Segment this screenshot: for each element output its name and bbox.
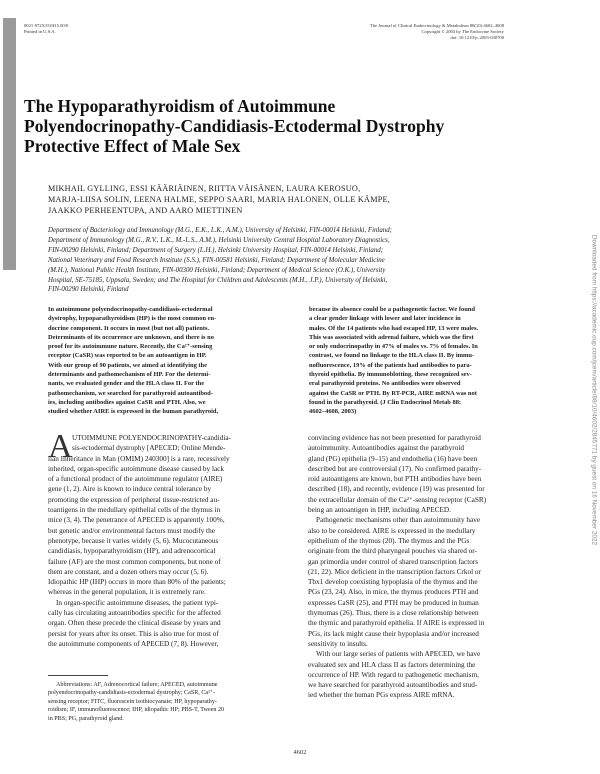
affiliation-line: Hospital, SE-75185, Uppsala, Sweden; and The Hospital for Children and Adolescents (M.H., J.P.), University of Helsinki, (48, 276, 388, 284)
body-right-column (308, 433, 558, 701)
body-line: also to be considered. AIRE is expressed in the medullary (308, 526, 476, 535)
download-watermark: Downloaded from https://academic.oup.com/jcem/article/88/10/4602/2845771 by guest on 16 November 2022 (590, 234, 598, 546)
body-line: toantigens in the medullary epithelial cells of the thymus in (48, 506, 221, 515)
footnote-line: in PBS; PG, parathyroid gland. (48, 715, 124, 722)
body-line: sensitivity to insults. (308, 639, 368, 648)
abstract-line: found in the parathyroid. (J Clin Endocrinol Metab 88: (309, 398, 462, 406)
body-line: autoimmunity. Autoantibodies against the parathyroid (308, 444, 464, 453)
body-line: convincing evidence has not been presented for parathyroid (308, 434, 481, 442)
abstract-line: ies, including antibodies against CaSR and PTH. Also, we (48, 398, 206, 406)
abstract-line: In autoimmune polyendocrinopathy-candidiasis-ectodermal (48, 306, 213, 313)
margin-tab-bar (3, 18, 16, 270)
drop-cap: A (48, 428, 73, 465)
body-line: gan primordia under control of shared transcription factors (308, 557, 479, 566)
body-line: cally has circulating autoantibodies specific for the affected (48, 609, 221, 618)
affiliations (48, 226, 560, 295)
body-line: persist for years after its onset. This is also true for most of (48, 629, 219, 638)
footnote (48, 681, 298, 723)
body-line: sis-ectodermal dystrophy [APECED; Online Mende- (72, 444, 226, 453)
body-line: occurrence of HP. With regard to pathogenetic mechanism, (308, 670, 479, 679)
author-line: MARJA-LIISA SOLIN, LEENA HALME, SEPPO SAARI, MARIA HALONEN, OLLE KÄMPE, (48, 195, 391, 204)
abstract-line: nofluorescence, 19% of the patients had antibodies to para- (309, 361, 472, 369)
body-line: mice (3, 4). The penetrance of APECED is apparently 100%, (48, 516, 225, 525)
body-line: originate from the third pharyngeal pouches via shared or- (308, 547, 477, 556)
doi-line: doi: 10.1210/jc.2003-030700 (450, 35, 504, 40)
abstract-line: Determinants of its occurrence are unknown, and there is no (48, 333, 214, 341)
body-line: promoting the expression of peripheral tissue-restricted au- (48, 495, 220, 504)
body-line: With our large series of patients with APECED, we have (316, 650, 481, 659)
issn-line: 0021-972X/03/$15.00/0 (24, 23, 69, 28)
body-line: Idiopathic HP (IHP) occurs in more than 80% of the patients; (48, 578, 226, 587)
body-line: ied whether the human PGs express AIRE mRNA. (308, 691, 455, 700)
body-line: but genetic and/or environmental factors must modify the (48, 526, 215, 535)
body-line: PGs, its lack might cause their hypoplasia and/or increased (308, 629, 479, 638)
body-line: inherited, organ-specific autoimmune disease caused by lack (48, 464, 225, 473)
body-line: expresses CaSR (25), and PTH may be produced in human (308, 598, 479, 607)
abstract-line: a clear gender linkage with lower and later incidence in (309, 315, 461, 323)
body-line: lian Inheritance in Man (OMIM) 240300] is a rare, recessively (48, 454, 230, 463)
title-line: The Hypoparathyroidism of Autoimmune (24, 96, 336, 116)
body-left-column (48, 428, 298, 649)
title-line: Protective Effect of Male Sex (24, 136, 241, 156)
abstract-right-column (309, 305, 553, 417)
abstract-line: or only endocrinopathy in 47% of males vs. 7% of females. In (309, 343, 478, 351)
body-line: epithelium of the thymus (20). The thymus and the PGs (308, 536, 470, 545)
body-line: roid autoantigens are known, but PTH antibodies have been (308, 475, 482, 484)
abstract-line: With our group of 90 patients, we aimed at identifying the (48, 361, 207, 369)
printed-line: Printed in U.S.A. (24, 29, 56, 34)
article-title (24, 96, 524, 156)
abstract-line: nants, we evaluated gender and the HLA class II. For the (48, 380, 205, 388)
body-line: we have searched for parathyroid autoantibodies and stud- (308, 681, 478, 690)
body-line: being an autoantigen in IHP, including APECED. (308, 506, 451, 515)
footnote-line: sensing receptor; FITC, fluorescein isothiocyanate; HP, hypoparathy- (48, 698, 217, 705)
body-line: gene (1, 2). Aire is known to induce central tolerance by (48, 485, 212, 494)
title-line: Polyendocrinopathy-Candidiasis-Ectodermal Dystrophy (24, 116, 445, 136)
journal-header (370, 23, 504, 41)
author-list (48, 183, 390, 216)
author-line: MIKHAIL GYLLING, ESSI KÄÄRIÄINEN, RIITTA VÄISÄNEN, LAURA KEROSUO, (48, 184, 361, 193)
footnote-line: polyendocrinopathy-candidiasis-ectodermal dystrophy; CaSR, Ca²⁺- (48, 690, 216, 697)
footnote-line: roidism; IF, immunofluorescence; IHP, idiopathic HP; PBS-T, Tween 20 (48, 707, 225, 714)
abstract-line: proof for its autoimmune nature. Recently, the Ca²⁺-sensing (48, 343, 213, 351)
abstract-line: receptor (CaSR) was reported to be an autoantigen in HP. (48, 352, 207, 360)
abstract-line: males. Of the 14 patients who had escaped HP, 13 were males. (309, 324, 479, 332)
abstract-line: determinants and pathomechanism of HP. For the determi- (48, 371, 211, 379)
abstract-line: 4602–4608, 2003) (309, 408, 357, 416)
abstract-line: thyroid epithelia. By immunoblotting, these recognized sev- (309, 371, 472, 379)
body-line: evaluated sex and HLA class II as factors determining the (308, 660, 476, 669)
issn-header (24, 23, 68, 35)
affiliation-line: FIN-00290 Helsinki, Finland (48, 286, 129, 294)
body-line: In organ-specific autoimmune diseases, the patient typi- (56, 598, 219, 607)
abstract-line: This was associated with adrenal failure, which was the first (309, 333, 474, 341)
abstract-line: docrine component. It occurs in most (but not all) patients. (48, 324, 210, 332)
affiliation-line: (M.H.), National Public Health Institute, FIN-00300 Helsinki, Finland; Department of Medical Science (O.K.), University (48, 266, 386, 274)
copyright-line: Copyright © 2003 by The Endocrine Society (421, 29, 504, 34)
page-number: 4602 (293, 749, 307, 756)
body-line: described but are controversial (17). No confirmed parathy- (308, 464, 482, 473)
body-line: UTOIMMUNE POLYENDOCRINOPATHY-candidia- (72, 434, 231, 442)
body-line: phenotype, because it varies widely (5, 6). Mucocutaneous (48, 536, 219, 545)
abstract-line: against the CaSR or PTH. By RT-PCR, AIRE mRNA was not (309, 389, 477, 397)
body-line: PGs (23, 24). Also, in mice, the thymus produces PTH and (308, 588, 479, 597)
abstract-line: because its absence could be a pathogenetic factor. We found (309, 306, 475, 313)
body-line: Tbx1 develop coexisting hypoplasia of the thymus and the (308, 578, 478, 587)
abstract-line: dystrophy, hypoparathyroidism (HP) is the most common en- (48, 315, 217, 323)
abstract-line: studied whether AIRE is expressed in the human parathyroid, (48, 408, 219, 416)
body-line: of a functional product of the autoimmune regulator (AIRE) (48, 475, 223, 484)
abstract-line: contrast, we found no linkage to the HLA class II. By immu- (309, 352, 475, 360)
body-line: candidiasis, hypoparathyroidism (HP), and adrenocortical (48, 547, 216, 556)
abstract-line: pathomechanism, we searched for parathyroid autoantibod- (48, 389, 213, 397)
body-line: failure (AF) are the most common components, but none of (48, 557, 221, 566)
body-line: the extracellular domain of the Ca²⁺-sensing receptor (CaSR) (308, 495, 487, 504)
body-line: gland (PG) epithelia (9–15) and endothelia (16) have been (308, 454, 478, 463)
body-line: Pathogenetic mechanisms other than autoimmunity have (316, 516, 481, 525)
affiliation-line: FIN-00290 Helsinki, Finland; Department of Surgery (L.H.), Helsinki University Hospital, FIN-00014 Helsinki, Finland; (48, 246, 384, 254)
body-line: them are constant, and a dozen others may occur (5, 6). (48, 567, 209, 576)
affiliation-line: Department of Immunology (M.G., R.V., L.K., M.-L.S., A.M.), Helsinki University Central Hospital Laboratory Diagnostics, (48, 236, 390, 244)
abstract-line: eral parathyroid proteins. No antibodies were observed (309, 380, 461, 388)
body-line: whereas in the general population, it is extremely rare. (48, 588, 206, 597)
journal-citation: The Journal of Clinical Endocrinology & Metabolism 88(10):4602–4608 (369, 23, 504, 28)
affiliation-line: National Veterinary and Food Research Institute (S.S.), FIN-00581 Helsinki, Finland; Department of Molecular Medicine (48, 256, 385, 264)
body-line: the thymic and parathyroid epithelia. If AIRE is expressed in (308, 619, 485, 628)
footnote-rule (48, 675, 108, 676)
affiliation-line: Department of Bacteriology and Immunology (M.G., E.K., L.K., A.M.), University of Helsinki, FIN-00014 Helsinki, Finland; (48, 227, 392, 234)
body-line: the autoimmune components of APECED (7, 8). However, (48, 639, 219, 648)
abstract-left-column (48, 305, 292, 417)
body-line: described (18), and recently, evidence (19) was presented for (308, 485, 485, 494)
author-line: JAAKKO PERHEENTUPA, AND AARO MIETTINEN (48, 206, 243, 215)
body-line: (21, 22). Mice deficient in the transcription factors Crkol or (308, 567, 481, 576)
body-line: organ. Often these precede the clinical disease by years and (48, 619, 221, 628)
footnote-line: Abbreviations: AF, Adrenocortical failure; APECED, autoimmune (56, 682, 218, 688)
body-line: thymomas (26). Thus, there is a close relationship between (308, 609, 479, 618)
